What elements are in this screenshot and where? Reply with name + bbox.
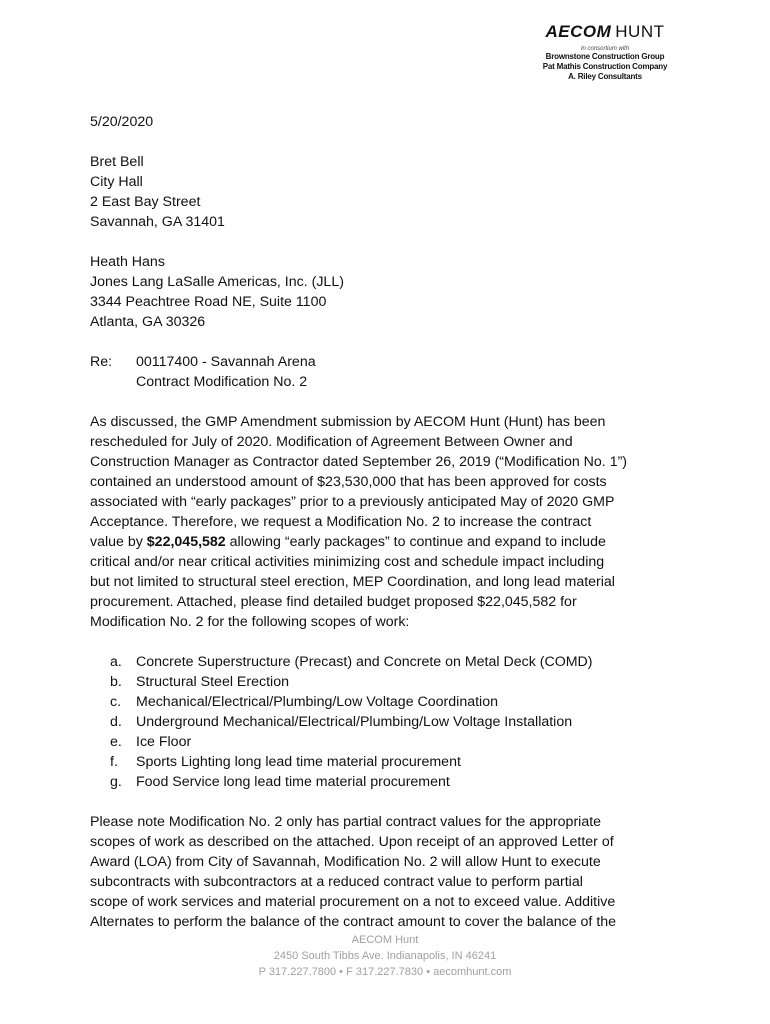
paragraph-2 xyxy=(90,812,690,932)
company-logo xyxy=(530,22,680,82)
list-text: Ice Floor xyxy=(136,734,192,750)
list-item xyxy=(110,652,690,672)
list-item xyxy=(110,732,690,752)
paragraph-line: but not limited to structural steel erection, MEP Coordination, and long lead material xyxy=(90,574,615,590)
partner-name: Brownstone Construction Group xyxy=(545,52,665,61)
consortium-label: In consortium with xyxy=(580,46,630,52)
bold-prefix: value by xyxy=(90,534,147,550)
scope-list xyxy=(90,652,690,792)
requested-amount: $22,045,582 xyxy=(146,534,226,550)
subject-line xyxy=(90,352,690,392)
list-marker: d. xyxy=(110,714,122,730)
list-marker: c. xyxy=(110,694,122,710)
logo-brand-hunt: HUNT xyxy=(615,22,665,41)
paragraph-line: Construction Manager as Contractor dated September 26, 2019 (“Modification No. 1”) xyxy=(90,454,628,470)
paragraph-line: scopes of work as described on the attached. Upon receipt of an approved Letter of xyxy=(90,834,614,850)
bold-suffix: allowing “early packages” to continue and expand to include xyxy=(225,534,606,550)
paragraph-line: Acceptance. Therefore, we request a Modification No. 2 to increase the contract xyxy=(90,514,592,530)
logo-brand-aecom: AECOM xyxy=(545,22,612,41)
paragraph-line: Alternates to perform the balance of the contract amount to cover the balance of the xyxy=(90,914,617,930)
recipient-line: Savannah, GA 31401 xyxy=(90,214,225,230)
footer-company: AECOM Hunt xyxy=(351,934,419,946)
list-text: Structural Steel Erection xyxy=(136,674,289,690)
paragraph-line: procurement. Attached, please find detailed budget proposed $22,045,582 for xyxy=(90,594,577,610)
paragraph-line: contained an understood amount of $23,530,000 that has been approved for costs xyxy=(90,474,607,490)
list-text: Underground Mechanical/Electrical/Plumbing/Low Voltage Installation xyxy=(136,714,573,730)
paragraph-line xyxy=(90,532,690,552)
letter-body xyxy=(90,112,690,932)
logo-wordmark xyxy=(530,22,680,42)
page-footer xyxy=(0,932,770,980)
paragraph-line: Modification No. 2 for the following scopes of work: xyxy=(90,614,410,630)
recipient-line: Heath Hans xyxy=(90,254,165,270)
list-marker: b. xyxy=(110,674,122,690)
list-text: Mechanical/Electrical/Plumbing/Low Voltage Coordination xyxy=(136,694,498,710)
list-marker: e. xyxy=(110,734,122,750)
footer-contact: P 317.227.7800 • F 317.227.7830 • aecomhunt.com xyxy=(258,966,512,978)
list-item xyxy=(110,772,690,792)
list-marker: f. xyxy=(110,754,118,770)
paragraph-line: Please note Modification No. 2 only has partial contract values for the appropriate xyxy=(90,814,602,830)
partner-name: A. Riley Consultants xyxy=(568,72,642,81)
list-text: Concrete Superstructure (Precast) and Concrete on Metal Deck (COMD) xyxy=(136,654,593,670)
letter-date: 5/20/2020 xyxy=(90,114,154,130)
re-text: 00117400 - Savannah Arena xyxy=(136,354,316,370)
paragraph-line: critical and/or near critical activities minimizing cost and schedule impact including xyxy=(90,554,605,570)
list-marker: g. xyxy=(110,774,122,790)
recipient-block-2 xyxy=(90,252,690,332)
paragraph-line: Award (LOA) from City of Savannah, Modification No. 2 will allow Hunt to execute xyxy=(90,854,601,870)
list-item xyxy=(110,692,690,712)
list-item xyxy=(110,752,690,772)
recipient-block-1 xyxy=(90,152,690,232)
list-marker: a. xyxy=(110,654,122,670)
partner-name: Pat Mathis Construction Company xyxy=(542,62,668,71)
re-text: Contract Modification No. 2 xyxy=(136,374,308,390)
footer-address: 2450 South Tibbs Ave. Indianapolis, IN 46241 xyxy=(273,950,497,962)
paragraph-line: scope of work services and material procurement on a not to exceed value. Additive xyxy=(90,894,616,910)
recipient-line: Bret Bell xyxy=(90,154,144,170)
list-text: Food Service long lead time material procurement xyxy=(136,774,450,790)
re-label: Re: xyxy=(90,354,113,370)
recipient-line: 2 East Bay Street xyxy=(90,194,201,210)
paragraph-line: As discussed, the GMP Amendment submission by AECOM Hunt (Hunt) has been xyxy=(90,414,606,430)
recipient-line: City Hall xyxy=(90,174,143,190)
paragraph-line: subcontracts with subcontractors at a reduced contract value to perform partial xyxy=(90,874,583,890)
list-item xyxy=(110,672,690,692)
recipient-line: 3344 Peachtree Road NE, Suite 1100 xyxy=(90,294,327,310)
recipient-line: Jones Lang LaSalle Americas, Inc. (JLL) xyxy=(90,274,344,290)
paragraph-line: associated with “early packages” prior to a previously anticipated May of 2020 GMP xyxy=(90,494,615,510)
recipient-line: Atlanta, GA 30326 xyxy=(90,314,206,330)
paragraph-1 xyxy=(90,412,690,632)
paragraph-line: rescheduled for July of 2020. Modification of Agreement Between Owner and xyxy=(90,434,573,450)
list-text: Sports Lighting long lead time material procurement xyxy=(136,754,461,770)
list-item xyxy=(110,712,690,732)
